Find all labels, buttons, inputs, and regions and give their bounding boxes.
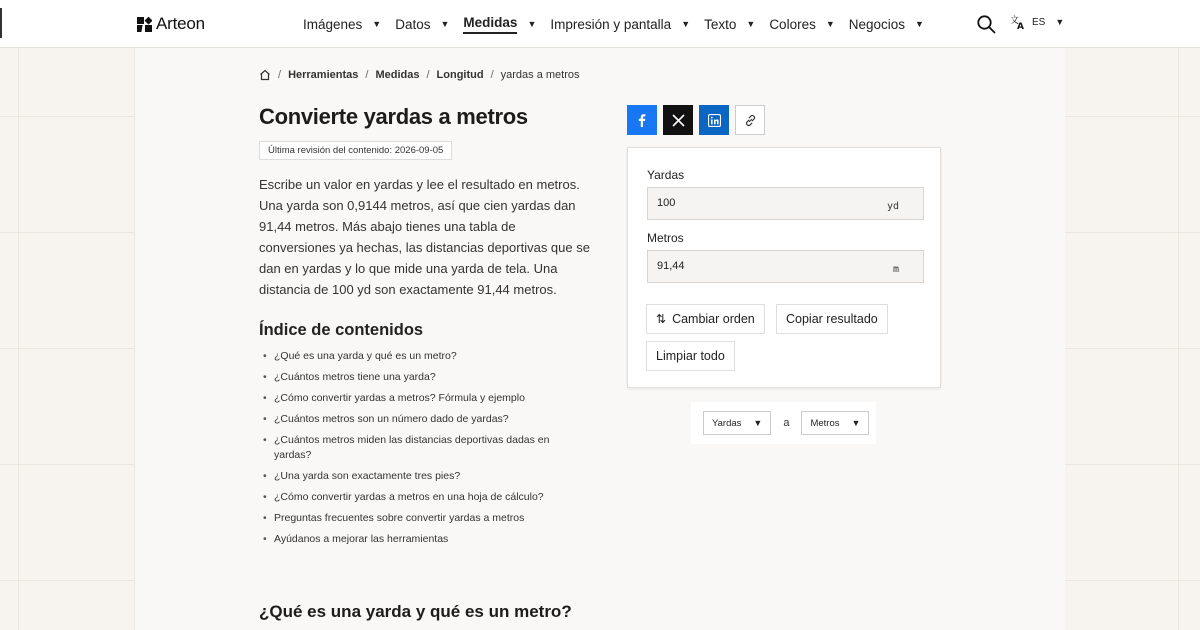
from-unit-select-value: Yardas (712, 417, 742, 429)
to-unit-suffix: m (892, 264, 899, 275)
toc-link[interactable]: Ayúdanos a mejorar las herramientas (274, 533, 449, 545)
unit-connector-text: a (783, 417, 790, 429)
brand-name: Arteon (156, 14, 205, 33)
to-unit-select[interactable] (801, 411, 869, 435)
nav-item-colores[interactable] (769, 0, 834, 48)
caret-down-icon: ▼ (915, 19, 924, 29)
intro-paragraph: Escribe un valor en yardas y lee el resultado en metros. Una yarda son 0,9144 metros, así que cien yardas dan 91,44 metros. Más abajo tienes una tabla de conversiones ya hechas, las distancias deportivas que se dan en yardas y lo que mide una yarda de tela. Una distancia de 100 yd son exactamente 91,44 metros. (259, 177, 590, 297)
from-unit-suffix: yd (886, 201, 899, 212)
toc-title: Índice de contenidos (259, 321, 424, 339)
breadcrumb-item-herramientas[interactable]: Herramientas (288, 69, 359, 81)
caret-down-icon: ▼ (746, 19, 756, 29)
table-of-contents (259, 349, 579, 553)
copy-link-button[interactable] (735, 105, 765, 135)
nav-item-texto[interactable] (704, 0, 755, 48)
logo-mark-icon (137, 17, 152, 32)
svg-text:A: A (1017, 22, 1024, 30)
window-edge (0, 8, 2, 38)
toc-link[interactable]: ¿Cómo convertir yardas a metros en una hoja de cálculo? (274, 491, 544, 503)
swap-order-button[interactable] (646, 304, 765, 334)
link-icon (744, 114, 757, 127)
swap-order-label: Cambiar orden (672, 312, 755, 326)
caret-down-icon: ▼ (527, 19, 537, 29)
nav-item-label: Colores (769, 16, 816, 32)
caret-down-icon: ▼ (825, 19, 835, 29)
section-heading: ¿Qué es una yarda y qué es un metro? (259, 602, 572, 621)
caret-down-icon: ▼ (851, 418, 861, 428)
caret-down-icon: ▼ (440, 19, 450, 29)
toc-item (259, 349, 579, 364)
revision-badge: Última revisión del contenido: 2026-09-05 (259, 141, 452, 160)
share-linkedin-button[interactable] (699, 105, 729, 135)
breadcrumb-separator: / (490, 69, 494, 81)
from-value-input[interactable] (657, 197, 857, 209)
brand-logo[interactable] (137, 14, 205, 34)
toc-item (259, 433, 559, 463)
toc-link[interactable]: ¿Cuántos metros miden las distancias deportivas dadas en yardas? (274, 434, 550, 461)
toc-item (259, 511, 579, 526)
breadcrumb-separator: / (278, 69, 282, 81)
to-unit-select-value: Metros (810, 417, 840, 429)
from-unit-select[interactable] (703, 411, 771, 435)
to-unit-label: Metros (647, 231, 684, 245)
nav-item-impresion[interactable] (550, 0, 690, 48)
nav-item-imagenes[interactable] (303, 0, 381, 48)
toc-link[interactable]: ¿Qué es una yarda y qué es un metro? (274, 350, 457, 362)
x-icon (672, 114, 685, 127)
facebook-icon (635, 113, 649, 127)
share-facebook-button[interactable] (627, 105, 657, 135)
toc-item (259, 490, 579, 505)
breadcrumb (259, 69, 580, 81)
clear-all-button[interactable] (646, 341, 735, 371)
caret-down-icon: ▼ (1055, 17, 1065, 27)
toc-link[interactable]: ¿Una yarda son exactamente tres pies? (274, 470, 461, 482)
breadcrumb-separator: / (365, 69, 369, 81)
nav-item-negocios[interactable] (849, 0, 924, 48)
caret-down-icon: ▼ (753, 418, 763, 428)
breadcrumb-separator: / (426, 69, 430, 81)
nav-item-label: Imágenes (303, 16, 363, 32)
toc-link[interactable]: Preguntas frecuentes sobre convertir yardas a metros (274, 512, 525, 524)
toc-item (259, 391, 579, 406)
nav-item-datos[interactable] (395, 0, 449, 48)
linkedin-icon (708, 114, 721, 127)
toc-link[interactable]: ¿Cómo convertir yardas a metros? Fórmula y ejemplo (274, 392, 525, 404)
caret-down-icon: ▼ (681, 19, 691, 29)
search-icon[interactable] (976, 14, 996, 34)
translate-icon (1010, 14, 1026, 30)
toc-item (259, 469, 579, 484)
copy-result-button[interactable] (776, 304, 888, 334)
toc-item (259, 412, 579, 427)
breadcrumb-item-medidas[interactable]: Medidas (375, 69, 420, 81)
nav-item-label: Datos (395, 16, 431, 32)
to-value-input[interactable] (657, 260, 857, 272)
share-x-button[interactable] (663, 105, 693, 135)
breadcrumb-item-longitud[interactable]: Longitud (436, 69, 484, 81)
main-navigation (303, 0, 938, 48)
svg-text:文: 文 (1010, 16, 1020, 26)
toc-link[interactable]: ¿Cuántos metros son un número dado de yardas? (274, 413, 509, 425)
converter-card (627, 147, 941, 388)
from-value-field (647, 187, 924, 220)
share-buttons (627, 105, 765, 135)
toc-link[interactable]: ¿Cuántos metros tiene una yarda? (274, 371, 436, 383)
page-title: Convierte yardas a metros (259, 104, 528, 129)
from-unit-label: Yardas (647, 168, 685, 182)
language-code: ES (1032, 16, 1046, 28)
copy-result-label: Copiar resultado (786, 312, 878, 326)
language-selector[interactable] (1010, 14, 1064, 30)
toc-item (259, 532, 579, 547)
toc-item (259, 370, 579, 385)
clear-all-label: Limpiar todo (656, 349, 725, 363)
nav-item-label: Texto (704, 16, 737, 32)
nav-item-medidas[interactable] (463, 0, 536, 48)
home-icon[interactable] (259, 69, 271, 81)
nav-item-label: Medidas (463, 15, 517, 34)
nav-item-label: Negocios (848, 16, 906, 32)
breadcrumb-item-current: yardas a metros (500, 69, 580, 81)
nav-item-label: Impresión y pantalla (550, 16, 672, 32)
to-value-field (647, 250, 924, 283)
top-navigation-bar (0, 0, 1200, 48)
swap-arrows-icon: ⇅ (656, 312, 667, 326)
caret-down-icon: ▼ (372, 19, 382, 29)
unit-selector-bar (691, 402, 876, 444)
